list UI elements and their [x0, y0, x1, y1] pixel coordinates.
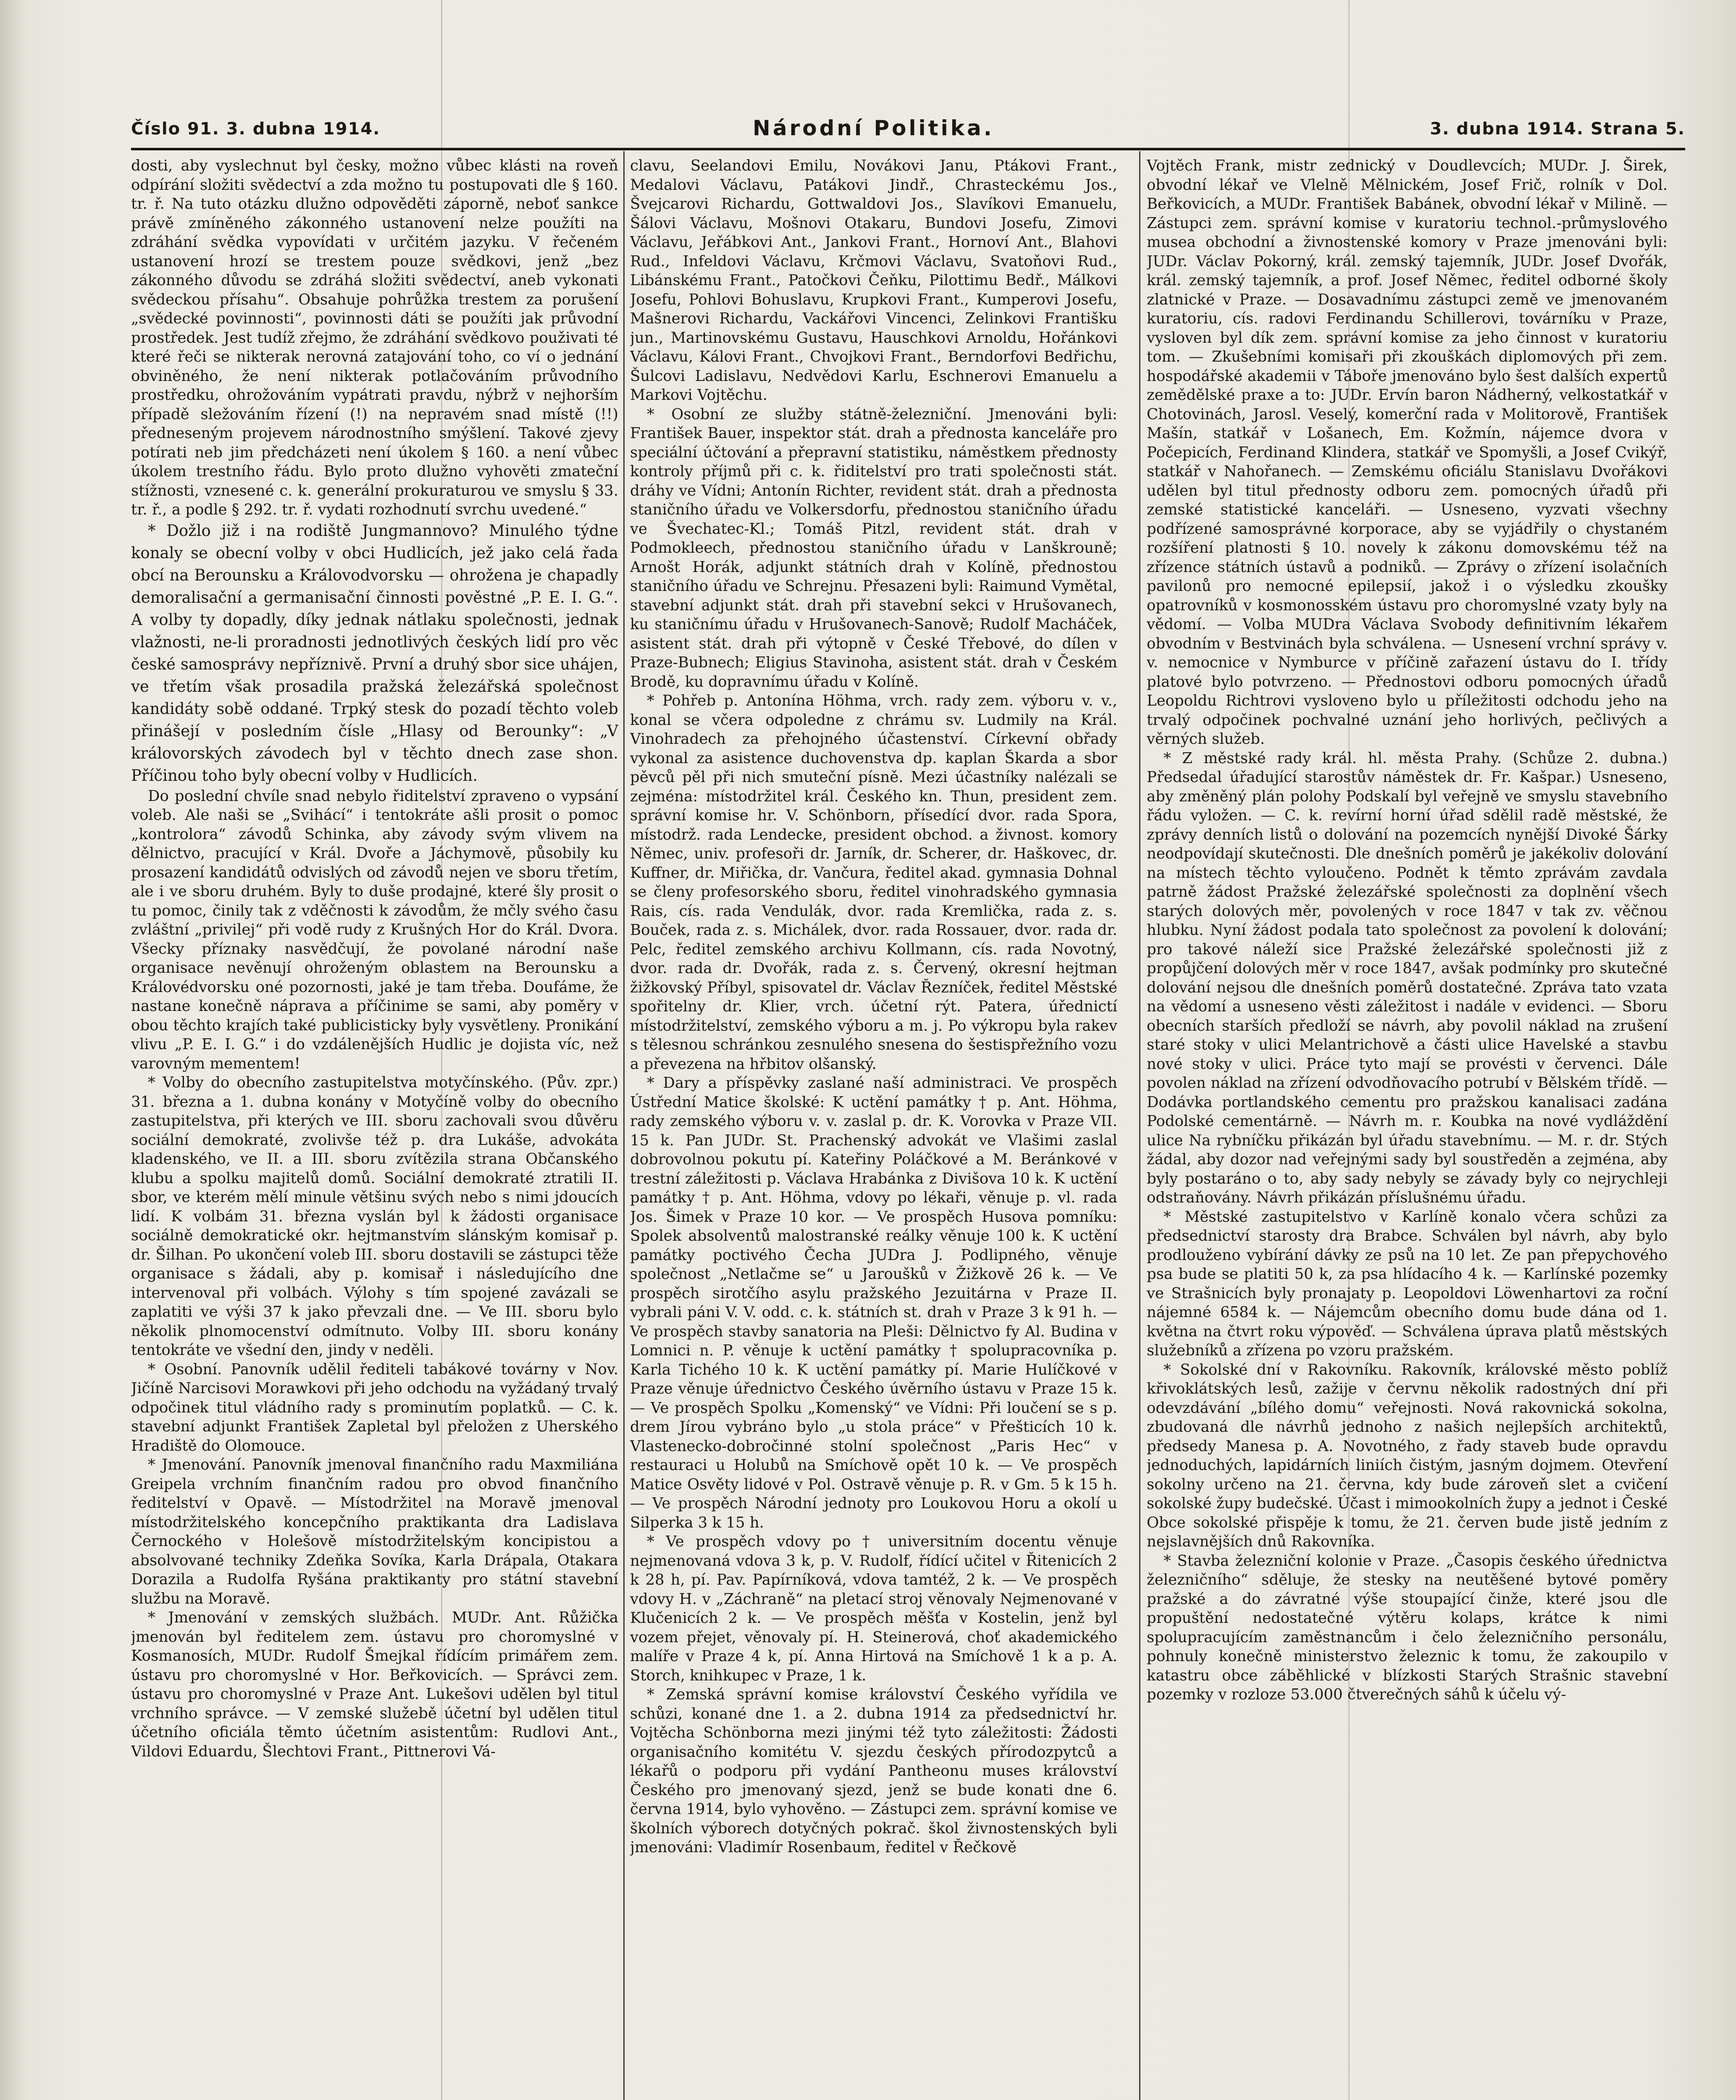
article-railway-personal: * Osobní ze služby státně-železniční. Jmenováni byli: František Bauer, inspektor stát. drah a přednosta kanceláře pro speciální účtování a přepravní statistiku, náměstkem přednosty kontroly příjmů při c. k. řiditelství pro trati společnosti stát. dráhy ve Vídni; Antonín Richter, revident stát. drah a přednosta staničního úřadu ve Volkersdorfu, přednostou staničního úřadu ve Švechatec-Kl.; Tomáš Pitzl, revident stát. drah v Podmokleech, přednostou staničního úřadu v Lanškrouně; Arnošt Horák, adjunkt státních drah v Kolíně, přednostou staničního úřadu ve Schrejnu. Přesazeni byli: Raimund Vymětal, stavební adjunkt stát. drah při stavební sekci v Hrušovanech, ku staničnímu úřadu v Hrušovanech-Sanově; Rudolf Macháček, asistent stát. drah při výtopně v České Třebové, do dílen v Praze-Bubnech; Eligius Stavinoha, asistent stát. drah v Českém Brodě, ku dopravnímu úřadu v Kolíně. — [630, 405, 1117, 690]
article-widow-donations: * Ve prospěch vdovy po † universitním docentu věnuje nejmenovaná vdova 3 k, p. V. Rudolf, řídící učitel v Řitenicích 2 k 28 h, pí. Pav. Papírníková, vdova tamtéž, 2 k. — Ve prospěch vdovy H. v „Záchraně“ na pletací stroj věnovaly Nejmenované v Klučenicích 2 k. — Ve prospěch měšťa v Kostelin, jenž byl vozem přejet, věnovaly pí. H. Steinerová, choť akademického malíře v Praze 4 k, pí. Anna Hirtová na Smíchově 1 k a p. A. Storch, knihkupec v Praze, 1 k. — [630, 1533, 1117, 1684]
article-jungmann: * Dožlo již i na rodiště Jungmannovo? Minulého týdne konaly se obecní volby v obci Hudlicích, jež jako celá řada obcí na Berounsku a Královodvorsku — ohrožena je chapadly demoralisační a germanisační činnosti pověstné „P. E. I. G.“. A volby ty dopadly, díky jednak nátlaku společnosti, jednak vlažnosti, ne-li proradnosti jednotlivých českých lidí pro věc české samosprávy nepříznivě. První a druhý sbor sice uhájen, ve třetím však prosadila pražská železářská společnost kandidáty sobě oddané. Trpký stesk do pozadí těchto voleb přinášejí v posledním čísle „Hlasy od Berounky“: „V královorských závodech byl v těchto dnech zase shon. Příčinou toho byly obecní volby v Hudlicích. — [131, 521, 618, 785]
newspaper-title: Národní Politika. — [753, 116, 994, 140]
article-karlin-council: * Městské zastupitelstvo v Karlíně konalo včera schůzi za předsednictví starosty dra Brabce. Schválen byl návrh, aby bylo prodlouženo vybírání dávky ze psů na 10 let. Ze pan přepychového psa bude se platiti 50 k, za psa hlídacího 4 k. — Karlínské pozemky ve Strašnicích byly pronajaty p. Leopoldovi Löwenhartovi za roční nájemné 6584 k. — Nájemcům obecního domu bude dána od 1. května na čtvrt roku výpověď. — Schválena úprava platů městských služebníků a zřízena po vzoru pražském. — [1147, 1208, 1668, 1359]
article-provincial-appointments: * Jmenování v zemských službách. MUDr. Ant. Růžička jmenován byl ředitelem zem. ústavu pro choromyslné v Kosmanosích, MUDr. Rudolf Šmejkal řídícím primářem zem. ústavu pro choromyslné v Hor. Beřkovicích. — Správci zem. ústavu pro choromyslné v Praze Ant. Lukešovi udělen byl titul vrchního správce. — V zemské služebě účetní byl udělen titul účetního oficiála těmto účetním asistentům: Rudlovi Ant., Vildovi Eduardu, Šlechtovi Frant., Pittnerovi Vá- — [131, 1609, 618, 1760]
article-donations: * Dary a příspěvky zaslané naší administraci. Ve prospěch Ústřední Matice školské: K uctění památky † p. Ant. Höhma, rady zemského výboru v. v. zaslal p. dr. K. Vorovka v Praze VII. 15 k. Pan JUDr. St. Prachenský advokát ve Vlašimi zaslal dobrovolnou pokutu pí. Kateřiny Poláčkové a M. Beránkové v trestní záležitosti p. Václava Hrabánka z Divišova 10 k. K uctění památky † p. Ant. Höhma, vdovy po lékaři, věnuje p. vl. rada Jos. Šimek v Praze 10 kor. — Ve prospěch Husova pomníku: Spolek absolventů malostranské reálky věnuje 100 k. K uctění památky poctivého Čecha JUDra J. Podlipného, věnuje společnost „Netlačme se“ u Jaroušků v Žižkově 26 k. — Ve prospěch sirotčího asylu pražského Jezuitárna v Praze II. vybrali páni V. V. odd. c. k. státních st. drah v Praze 3 k 91 h. — Ve prospěch stavby sanatoria na Pleši: Dělnictvo fy Al. Budina v Lomnici n. P. věnuje k uctění památky † spolupracovníka p. Karla Tichého 10 k. K uctění památky pí. Marie Hulíčkové v Praze věnuje úřednictvo Českého úvěrního ústavu v Praze 15 k. — Ve prospěch Spolku „Komenský“ ve Vídni: Při loučení se s p. drem Jírou vybráno bylo „u stola práce“ v Přešticích 10 k. Vlastenecko-dobročinné stolní společnost „Paris Hec“ v restauraci u Holubů na Smíchově opět 10 k. — Ve prospěch Matice Osvěty lidové v Pol. Ostravě věnuje p. R. v Gm. 5 k 15 h. — Ve prospěch Národní jednoty pro Loukovou Horu a okolí u Silperka 3 k 15 h. — [630, 1074, 1117, 1531]
article-text: Vojtěch Frank, mistr zednický v Doudlevcích; MUDr. J. Širek, obvodní lékař ve Vlelně Mělnickém, Josef Frič, rolník v Dol. Beřkovicích, a MUDr. František Babánek, obvodní lékař v Milině. — Zástupci zem. správní komise v kuratoriu technol.-průmyslového musea obchodní a živnostenské komory v Praze jmenováni byli: JUDr. Václav Pokorný, král. zemský tajemník, JUDr. Josef Dvořák, král. zemský tajemník, a prof. Josef Němec, ředitel odborné školy zlatnické v Praze. — Dosavadnímu zástupci země ve jmenovaném kuratoriu, cís. radovi Ferdinandu Schillerovi, továrníku v Praze, vysloven byl dík zem. správní komise za jeho činnost v kuratoriu tom. — Zkušebními komisaři při zkouškách diplomových při zem. hospodářské akademii v Táboře jmenováno bylo šest dalších expertů zemědělské praxe a to: JUDr. Ervín baron Nádherný, velkostatkář v Chotovinách, Jarosl. Veselý, komerční rada v Molitorově, František Mašín, statkář v Lošanech, Em. Kožmín, nájemce dvora v Počepicích, Ferdinand Klindera, statkář ve Spomyšli, a Josef Cvikýř, statkář v Nahořanech. — Zemskému oficiálu Stanislavu Dvořákovi udělen byl titul přednosty odboru zem. pomocných úřadů při zemské statistické kanceláři. — Usneseno, vyzvati všechny podřízené samosprávné korporace, aby se vyjádřily o chystaném rozšíření platnosti § 10. novely k zákonu domovskému též na zřízence státních ústavů a podniků. — Zprávy o zřízení isolačních pavilonů pro nemocné epilepsií, jakož i o výsledku zkoušky opatrovníků v kosmonosském ústavu pro choromyslné vzaty byly na vědomí. — Volba MUDra Václava Svobody definitivním lékařem obvodním v Bestvinách byla schválena. — Usnesení vrchní správy v. v. nemocnice v Nymburce v příčině zařazení ústavu do I. třídy platové bylo potvrzeno. — Přednostovi odboru pomocných úřadů Leopoldu Richtrovi vysloveno bylo u příležitosti odchodu jeho na trvalý odpočinek pochvalné uznání jeho horlivých, pečlivých a věrných služeb. — [1147, 157, 1668, 748]
article-sokol-rakovnik: * Sokolské dní v Rakovníku. Rakovník, královské město poblíž křivoklátských lesů, zažije v červnu několik radostných dní při odevzdávání „bílého domu“ veřejnosti. Nová rakovnická sokolna, zbudovaná dle návrhů jednoho z našich nejlepších architektů, předsedy Manesa p. A. Novotného, z řady staveb bude opravdu jednoduchých, lapidárních liniích čistým, jasným dojmem. Otevření sokolny určeno na 21. června, kdy bude zároveň slet a cvičení sokolské župy budečské. Účast i mimookolních župy a jednot i České Obce sokolské přispěje k tomu, že 21. červen bude jistě jedním z nejslavnějších dnů Rakovníka. — [1147, 1361, 1668, 1550]
article-motycin-elections: * Volby do obecního zastupitelstva motyčínského. (Pův. zpr.) 31. března a 1. dubna konány v Motyčíně volby do obecního zastupitelstva, při kterých ve III. sboru zachovali svou důvěru sociální demokraté, zvolivše též p. dra Lukáše, advokáta kladenského, ve II. a III. sboru zvítězila strana Občanského klubu a spolku majitelů domů. Sociální demokraté ztratili II. sbor, ve kterém mělí minule většinu svých nebo s nimi jdoucích lidí. K volbám 31. března vyslán byl k žádosti organisace sociálně demokratické okr. hejtmanstvím slánským komisař p. dr. Šilhan. Po ukončení voleb III. sboru dostavili se zástupci těže organisace s žádali, aby p. komisař i následujícího dne intervenoval při volbách. Výlohy s tím spojené zavázali se zaplatiti ve výši 37 k jako převzali dne. — Ve III. sboru bylo několik plnomocenství odmítnuto. Volby III. sboru konány tentokráte ve všední den, jindy v neděli. — [131, 1074, 618, 1359]
issue-number: Číslo 91. 3. dubna 1914. — [131, 119, 381, 139]
header-rule — [131, 148, 1685, 150]
page-header — [131, 112, 1685, 145]
article-text: Do poslední chvíle snad nebylo řiditelství zpraveno o vypsání voleb. Ale naši se „Svihácí“ i tentokráte ašli prosit o pomoc „kontrolora“ závodů Schinka, aby závody svým vlivem na dělnictvo, pracující v Král. Dvoře a Jáchymově, působily ku prosazení kandidátů odvislých od závodů nejen ve sboru třetím, ale i ve sboru druhém. Byly to duše prodajné, které šly prosit o tu pomoc, činily tak z vděčnosti k závodům, že mčly svého času zvláštní „privilej“ při vodě rudy z Krušných Hor do Král. Dvora. Všecky příznaky nasvědčují, že povolané národní naše organisace nevěnují ohroženým oblastem na Berounsku a Královédvorsku oné pozornosti, jaké je tam třeba. Doufáme, že nastane konečně náprava a příčinime se sami, aby poměry v obou těchto krajích také publicisticky byly vysvětleny. Pronikání vlivu „P. E. I. G.“ i do vzdálenějších Hudlic je dojista víc, než varovným mementem! — [131, 787, 618, 1072]
article-text: clavu, Seelandovi Emilu, Novákovi Janu, Ptákovi Frant., Medalovi Václavu, Patákovi Jindř., Chrasteckému Jos., Švejcarovi Richardu, Gottwaldovi Jos., Slavíkovi Emanuelu, Šálovi Václavu, Mošnovi Otakaru, Bundovi Josefu, Zimovi Václavu, Jeřábkovi Ant., Jankovi Frant., Hornoví Ant., Blahovi Rud., Infeldovi Václavu, Krčmovi Václavu, Svatoňovi Rud., Libánskému Frant., Patočkovi Čeňku, Pilottimu Bedř., Málkovi Josefu, Pohlovi Bohuslavu, Krupkovi Frant., Kumperovi Josefu, Mašnerovi Richardu, Vackářovi Vincenci, Zelinkovi Františku jun., Martinovskému Gustavu, Hauschkovi Arnoldu, Hořánkovi Václavu, Kálovi Frant., Chvojkovi Frant., Berndorfovi Bedřichu, Šulcovi Ladislavu, Nedvědovi Karlu, Eschnerovi Emanuelu a Markovi Vojtěchu. — [630, 157, 1117, 404]
column-1 — [131, 156, 618, 2100]
column-2 — [630, 156, 1117, 2100]
column-divider — [623, 151, 625, 2100]
page-date: 3. dubna 1914. Strana 5. — [1430, 119, 1685, 139]
column-3 — [1147, 156, 1668, 2100]
article-appointments: * Jmenování. Panovník jmenoval finančního radu Maxmiliána Greipela vrchním finančním radou pro obvod finančního ředitelství v Opavě. — Místodržitel na Moravě jmenoval místodržitelského koncepčního praktikanta dra Ladislava Černockého v Holešově místodržitelským koncipistou a absolvované techniky Zdeňka Sovíka, Karla Drápala, Otakara Dorazila a Rudolfa Ryšána praktikanty pro státní stavební službu na Moravě. — [131, 1456, 618, 1607]
article-railway-colony: * Stavba železniční kolonie v Praze. „Časopis českého úřednictva železničního“ sděluje, že stesky na neutěšené bytové poměry pražské a do závratné výše stoupající činže, které jsou dle propuštění nedostatečné výtěru kolaps, krátce k nimi spolupracujícím zaměstnancům i čelo železničního personálu, pohnuly konečně ministerstvo železnic k tomu, že zakoupilo v katastru obce záběhlické v blízkosti Starých Strašnic stavební pozemky v rozloze 53.000 čtverečných sáhů k účelu vý- — [1147, 1552, 1668, 1703]
column-divider — [1139, 151, 1140, 2100]
article-funeral: * Pohřeb p. Antonína Höhma, vrch. rady zem. výboru v. v., konal se včera odpoledne z chrámu sv. Ludmily na Král. Vinohradech za přehojného účastenství. Církevní obřady vykonal za asistence duchovenstva dp. kaplan Škarda a sbor pěvců pěl při nich smuteční písně. Mezi účastníky nalézali se zejména: místodržitel král. Českého kn. Thun, president zem. správní komise hr. V. Schönborn, přísedící dvor. rada Spora, místodrž. rada Lendecke, president obchod. a živnost. komory Němec, univ. profesoři dr. Jarník, dr. Scherer, dr. Haškovec, dr. Kuffner, dr. Miřička, dr. Vančura, ředitel akad. gymnasia Dohnal se členy profesorského sboru, ředitel vinohradského gymnasia Rais, cís. rada Vendulák, dvor. rada Kremlička, rada z. s. Bouček, rada z. s. Michálek, dvor. rada Rossauer, dvor. rada dr. Pelc, ředitel zemského archivu Kollmann, cís. rada Novotný, dvor. rada dr. Dvořák, rada z. s. Červený, okresní hejtman žižkovský Příbyl, spisovatel dr. Václav Řezníček, ředitel Městské spořitelny dr. Klier, vrch. účetní rýt. Patera, úřednictí místodržitelství, zemského výboru a m. j. Po výkropu byla rakev s tělesnou schránkou zesnulého snesena do šestispřežního vozu a převezena na hřbitov olšanský. — [630, 692, 1117, 1073]
article-text: dosti, aby vyslechnut byl česky, možno vůbec klásti na roveň odpírání složiti svědectví a zda možno tu postupovati dle § 160. tr. ř. Na tuto otázku dlužno odpověděti záporně, neboť sankce právě zmíněného zákonného ustanovení nelze použíti na zdráhání svědka vypovídati v určitém jazyku. V řečeném ustanovení hrozí se trestem pouze svědkovi, jenž „bez zákonného důvodu se zdráhá složiti svědectví, aneb vykonati svědeckou přísahu“. Obsahuje pohrůžka trestem za porušení „svědecké povinnosti“, povinnosti dáti se použíti jak průvodní prostředek. Jest tudíž zřejmo, že zdráhání svědkovo použivati té které řeči se nikterak nerovná zatajování toho, co ví o jednání obviněného, že není nikterak potlačováním průvodního prostředku, ohrožováním vypátrati pravdu, nýbrž v nejhorším případě sležováním řízení (!) na nepravém snad místě (!!) předneseným projevem národnostního smýšlení. Takové zjevy potírati neb jim předcházeti není úkolem § 160. a není vůbec úkolem trestního řádu. Bylo proto dlužno vyhověti zmateční stížnosti, vznesené c. k. generální prokuraturou ve smyslu § 33. tr. ř., a podle § 292. tr. ř. vydati rozhodnutí svrchu uvedené.“ — [131, 157, 618, 518]
article-personal: * Osobní. Panovník udělil řediteli tabákové továrny v Nov. Jičíně Narcisovi Morawkovi při jeho odchodu na vyžádaný trvalý odpočinek titul vládního rady s prominutím poplatků. — C. k. stavební adjunkt František Zapletal byl přeložen z Uherského Hradiště do Olomouce. — [131, 1360, 618, 1454]
article-prague-council: * Z městské rady král. hl. města Prahy. (Schůze 2. dubna.) Předsedal úřadující starostův náměstek dr. Fr. Kašpar.) Usneseno, aby změněný plán polohy Podskalí byl veřejně ve smyslu stavebního řádu vyložen. — C. k. revírní horní úřad sdělil radě městské, že zprávy denních listů o dolování na pozemcích nynější Divoké Šárky neodpovídají skutečnosti. Dle dnešních poměrů je jakékoliv dolování na místech těchto vyloučeno. Podnět k těmto zprávám zavdala patrně žádost Pražské železářské společnosti za doplnění všech starých dolových měr, povolených v roce 1847 v tak zv. věčnou hlubku. Nyní žádost podala tato společnost za povolení k dolování; pro takové náleží sice Pražské železářské společnosti již z propůjčení dolových měr v roce 1847, avšak podmínky pro skutečné dolování nejsou dle dnešních poměrů dostatečné. Zpráva tato vzata na vědomí a usneseno věsti záležitost i nadále v evidenci. — Sboru obecních starších předloží se návrh, aby povolil náklad na zrušení staré stoky v ulici Melantrichově a části ulice Havelské a stavbu nové stoky v ulici. Práce tyto mají se provésti v červenci. Dále povolen náklad na zřízení odvodňovacího potrubí v Bělském třídě. — Dodávka portlandského cementu pro pražskou kanalisaci zadána Podolské cementárně. — Návrh m. r. Koubka na nové vydláždění ulice Na rybníčku přikázán byl úřadu stavebnímu. — M. r. dr. Stých žádal, aby dozor nad veřejnými sady byl soustředěn a zejména, aby byly postaráno o to, aby sady nebyly se závady byly co nejrychleji odstraňovány. Návrh přikázán příslušnému úřadu. — [1147, 749, 1668, 1206]
article-provincial-commission: * Zemská správní komise království Českého vyřídila ve schůzi, konané dne 1. a 2. dubna 1914 za předsednictví hr. Vojtěcha Schönborna mezi jinými též tyto záležitosti: Žádosti organisačního komitétu V. sjezdu českých přírodozpytců a lékařů o podporu při vydání Pantheonu muses království Českého pro jmenovaný sjezd, jenž se bude konati dne 6. června 1914, bylo vyhověno. — Zástupci zem. správní komise ve školních výborech dotyčných pokrač. škol živnostenských byli jmenováni: Vladimír Rosenbaum, ředitel v Řečkově — [630, 1686, 1117, 1856]
